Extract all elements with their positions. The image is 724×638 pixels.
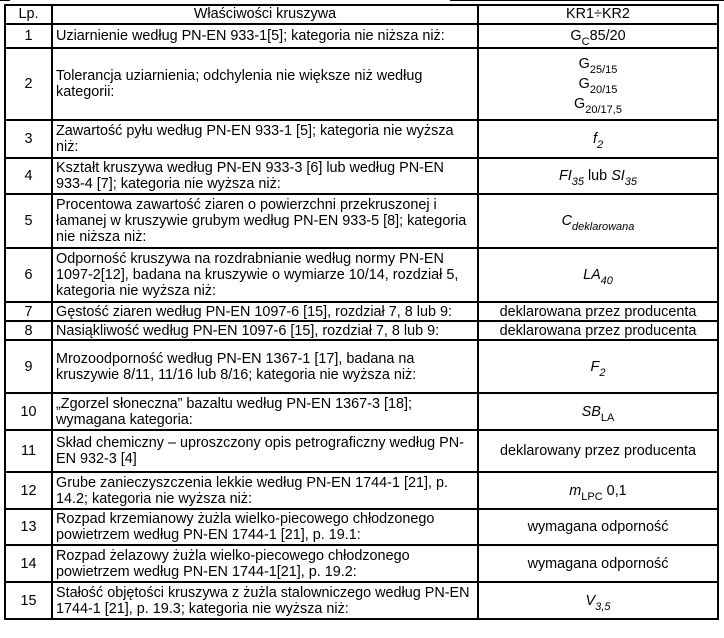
row-number: 2	[5, 48, 52, 120]
table-row	[5, 430, 718, 472]
row-number: 8	[5, 321, 52, 340]
value-main: LA	[583, 267, 601, 283]
table-row	[5, 158, 718, 194]
row-description: Grube zanieczyszczenia lekkie według PN-EN 1744-1 [21], p. 14.2; kategoria nie wyższa niż:	[52, 472, 478, 509]
row-value	[478, 158, 718, 194]
value-sub: C	[581, 36, 590, 48]
value-main: G	[574, 96, 586, 112]
table-row	[5, 248, 718, 302]
row-description: Zawartość pyłu według PN-EN 933-1 [5]; kategoria nie wyższa niż:	[52, 120, 478, 158]
value-main: F	[590, 358, 600, 375]
value-main: G	[570, 28, 582, 44]
row-value: deklarowana przez producenta	[478, 302, 718, 321]
value-main: f	[592, 131, 597, 147]
value-sub: LPC	[581, 490, 603, 503]
value-sub: 40	[600, 275, 613, 287]
value-sub: 20/15	[589, 84, 618, 96]
row-value: wymagana odporność	[478, 545, 718, 582]
row-number: 9	[5, 340, 52, 393]
row-description: Uziarnienie według PN-EN 933-1[5]; kategoria nie niższa niż:	[52, 24, 478, 48]
value-sub: 2	[599, 366, 606, 379]
value-main: V	[585, 592, 596, 609]
row-value: deklarowana przez producenta	[478, 321, 718, 340]
value-sub-a: 35	[571, 176, 584, 188]
table-row	[5, 24, 718, 48]
value-rest: 85/20	[589, 28, 626, 44]
row-number: 5	[5, 194, 52, 248]
value-sub-b: 35	[624, 176, 638, 188]
table-row	[5, 393, 718, 430]
row-number: 3	[5, 120, 52, 158]
row-value	[478, 582, 718, 619]
table-row	[5, 321, 718, 340]
value-main: m	[569, 482, 582, 499]
value-main: SB	[581, 403, 601, 420]
row-description: Skład chemiczny – uproszczony opis petrograficzny według PN-EN 932-3 [4]	[52, 430, 478, 472]
row-description: Kształt kruszywa według PN-EN 933-3 [6] lub według PN-EN 933-4 [7]; kategoria nie wyższa niż:	[52, 158, 478, 194]
row-description: Rozpad żelazowy żużla wielko-piecowego chłodzonego powietrzem według PN-EN 1744-1[21], p. 19.2:	[52, 545, 478, 582]
row-value	[478, 248, 718, 302]
row-description: Nasiąkliwość według PN-EN 1097-6 [15], rozdział 7, 8 lub 9:	[52, 321, 478, 340]
value-main: C	[561, 213, 573, 229]
value-line	[482, 74, 714, 94]
value-main-a: FI	[558, 168, 572, 184]
table-row	[5, 582, 718, 619]
value-sub: 2	[596, 139, 604, 151]
value-joiner: lub	[583, 168, 612, 184]
row-value	[478, 120, 718, 158]
row-number: 4	[5, 158, 52, 194]
row-value	[478, 24, 718, 48]
value-line	[482, 54, 714, 74]
table-row	[5, 472, 718, 509]
table-row	[5, 302, 718, 321]
row-description: Mrozoodporność według PN-EN 1367-1 [17], badana na kruszywie 8/11, 11/16 lub 8/16; kategoria nie wyższa niż:	[52, 340, 478, 393]
row-number: 1	[5, 24, 52, 48]
value-sub: 3,5	[595, 600, 611, 613]
row-description: „Zgorzel słoneczna” bazaltu według PN-EN 1367-3 [18]; wymagana kategoria:	[52, 393, 478, 430]
value-sub: 20/17,5	[585, 104, 622, 116]
value-rest: 0,1	[602, 482, 627, 499]
value-line	[482, 94, 714, 114]
row-number: 7	[5, 302, 52, 321]
row-number: 12	[5, 472, 52, 509]
header-lp: Lp.	[5, 5, 52, 24]
header-category: KR1÷KR2	[478, 5, 718, 24]
table-header-row	[5, 5, 718, 24]
row-number: 10	[5, 393, 52, 430]
row-description: Odporność kruszywa na rozdrabnianie według normy PN-EN 1097-2[12], badana na kruszywie o wymiarze 10/14, rozdział 5, kategoria nie wyższa niż:	[52, 248, 478, 302]
value-sub: 25/15	[589, 64, 618, 76]
table-row	[5, 545, 718, 582]
table-row	[5, 340, 718, 393]
row-description: Gęstość ziaren według PN-EN 1097-6 [15], rozdział 7, 8 lub 9:	[52, 302, 478, 321]
value-sub: deklarowana	[572, 221, 635, 233]
row-value	[478, 472, 718, 509]
row-number: 15	[5, 582, 52, 619]
row-number: 11	[5, 430, 52, 472]
row-number: 13	[5, 509, 52, 545]
row-value	[478, 393, 718, 430]
row-number: 14	[5, 545, 52, 582]
row-description: Stałość objętości kruszywa z żużla stalowniczego według PN-EN 1744-1 [21], p. 19.3; kategoria nie wyższa niż:	[52, 582, 478, 619]
table-row	[5, 48, 718, 120]
value-main: G	[578, 56, 590, 72]
row-value: wymagana odporność	[478, 509, 718, 545]
row-number: 6	[5, 248, 52, 302]
row-description: Tolerancja uziarnienia; odchylenia nie większe niż według kategorii:	[52, 48, 478, 120]
header-property: Właściwości kruszywa	[52, 5, 478, 24]
row-description: Procentowa zawartość ziaren o powierzchni przekruszonej i łamanej w kruszywie grubym według PN-EN 933-5 [8]; kategoria nie niższa niż:	[52, 194, 478, 248]
value-main-b: SI	[611, 168, 625, 184]
table-row	[5, 509, 718, 545]
row-value	[478, 48, 718, 120]
table-row	[5, 194, 718, 248]
row-description: Rozpad krzemianowy żużla wielko-piecowego chłodzonego powietrzem według PN-EN 1744-1 [21], p. 19.1:	[52, 509, 478, 545]
value-sub: LA	[600, 411, 615, 424]
aggregate-properties-table	[4, 4, 719, 620]
row-value	[478, 340, 718, 393]
row-value: deklarowany przez producenta	[478, 430, 718, 472]
row-value	[478, 194, 718, 248]
value-main: G	[578, 76, 590, 92]
table-row	[5, 120, 718, 158]
